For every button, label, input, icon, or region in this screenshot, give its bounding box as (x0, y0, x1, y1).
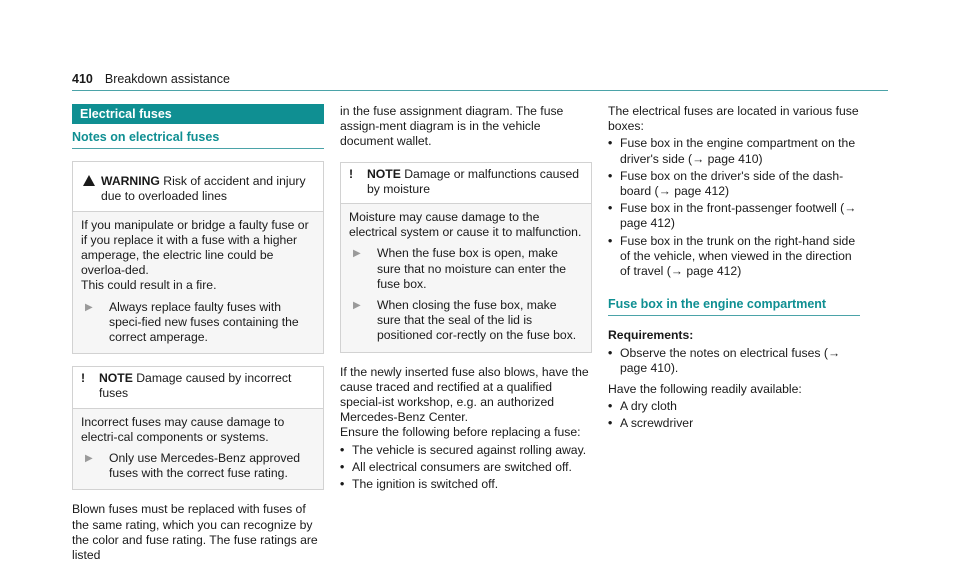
paragraph: Blown fuses must be replaced with fuses of the same rating, which you can recognize by the color and fuse rating. The fuse ratings are listed (72, 502, 318, 563)
note-exclamation-icon: ! (349, 166, 354, 181)
section-title: Electrical fuses (72, 104, 324, 124)
requirements-label: Requirements: (608, 328, 694, 343)
page-number: 410 (72, 72, 93, 86)
page-section-title: Breakdown assistance (104, 72, 230, 86)
note-step: ▶ When the fuse box is open, make sure that no moisture can enter the fuse box. (349, 246, 583, 292)
warning-head-text: Risk of accident and injury due to overloaded lines (101, 174, 306, 204)
subsection-title: Fuse box in the engine compartment (608, 297, 860, 316)
list-item: • Fuse box in the front-passenger footwell (→ page 412) (608, 201, 860, 231)
column-3 (608, 104, 860, 432)
paragraph: Ensure the following before replacing a fuse: (340, 425, 581, 440)
note-head-text: Damage caused by incorrect fuses (99, 371, 292, 401)
note-step: ▶ When closing the fuse box, make sure that the seal of the lid is positioned cor-rectly on the fuse box. (349, 298, 583, 344)
warning-body: If you manipulate or bridge a faulty fuse or if you replace it with a fuse with a higher amperage, the electric line could be overloa-ded. (81, 217, 309, 278)
paragraph: in the fuse assignment diagram. The fuse assign-ment diagram is in the vehicle document wallet. (340, 104, 564, 149)
list-item: • A screwdriver (608, 416, 860, 431)
note-body: Incorrect fuses may cause damage to electri-cal components or systems. (81, 414, 285, 444)
warning-label: WARNING (101, 174, 160, 189)
step-arrow-icon: ▶ (85, 453, 93, 465)
warning-triangle-icon (83, 175, 95, 186)
step-arrow-icon: ▶ (353, 300, 361, 312)
column-1 (72, 104, 324, 563)
list-item: • The ignition is switched off. (340, 477, 592, 492)
list-item: • All electrical consumers are switched off. (340, 460, 592, 475)
list-item: • Fuse box in the engine compartment on the driver's side (→ page 410) (608, 136, 860, 166)
list-item: • Fuse box on the driver's side of the dash-board (→ page 412) (608, 169, 860, 199)
note-exclamation-icon: ! (81, 371, 86, 386)
warning-box (72, 161, 324, 354)
note-box (340, 162, 592, 353)
paragraph: If the newly inserted fuse also blows, have the cause traced and rectified at a qualified special-ist workshop, e.g. an authorized Mercedes-Benz Center. (340, 364, 589, 425)
warning-step: ▶ Always replace faulty fuses with speci-fied new fuses containing the correct amperage. (81, 300, 315, 346)
list-item: • Observe the notes on electrical fuses (→ page 410). (608, 346, 860, 376)
paragraph: The electrical fuses are located in various fuse boxes: (608, 104, 859, 134)
note-label: NOTE (99, 371, 133, 386)
note-label: NOTE (367, 166, 401, 181)
note-step: ▶ Only use Mercedes-Benz approved fuses with the correct fuse rating. (81, 451, 315, 481)
list-item: • A dry cloth (608, 399, 860, 414)
note-box (72, 366, 324, 490)
header-divider (72, 90, 888, 91)
page-header (72, 72, 230, 87)
warning-body-2: This could result in a fire. (81, 278, 217, 293)
subsection-title: Notes on electrical fuses (72, 130, 324, 149)
note-body: Moisture may cause damage to the electrical system or cause it to malfunction. (349, 210, 582, 240)
paragraph: Have the following readily available: (608, 382, 802, 397)
column-2 (340, 104, 592, 492)
step-arrow-icon: ▶ (353, 248, 361, 260)
note-head-text: Damage or malfunctions caused by moisture (367, 166, 580, 196)
list-item: • The vehicle is secured against rolling away. (340, 443, 592, 458)
step-arrow-icon: ▶ (85, 301, 93, 313)
list-item: • Fuse box in the trunk on the right-hand side of the vehicle, when viewed in the direction of travel (→ page 412) (608, 234, 860, 280)
